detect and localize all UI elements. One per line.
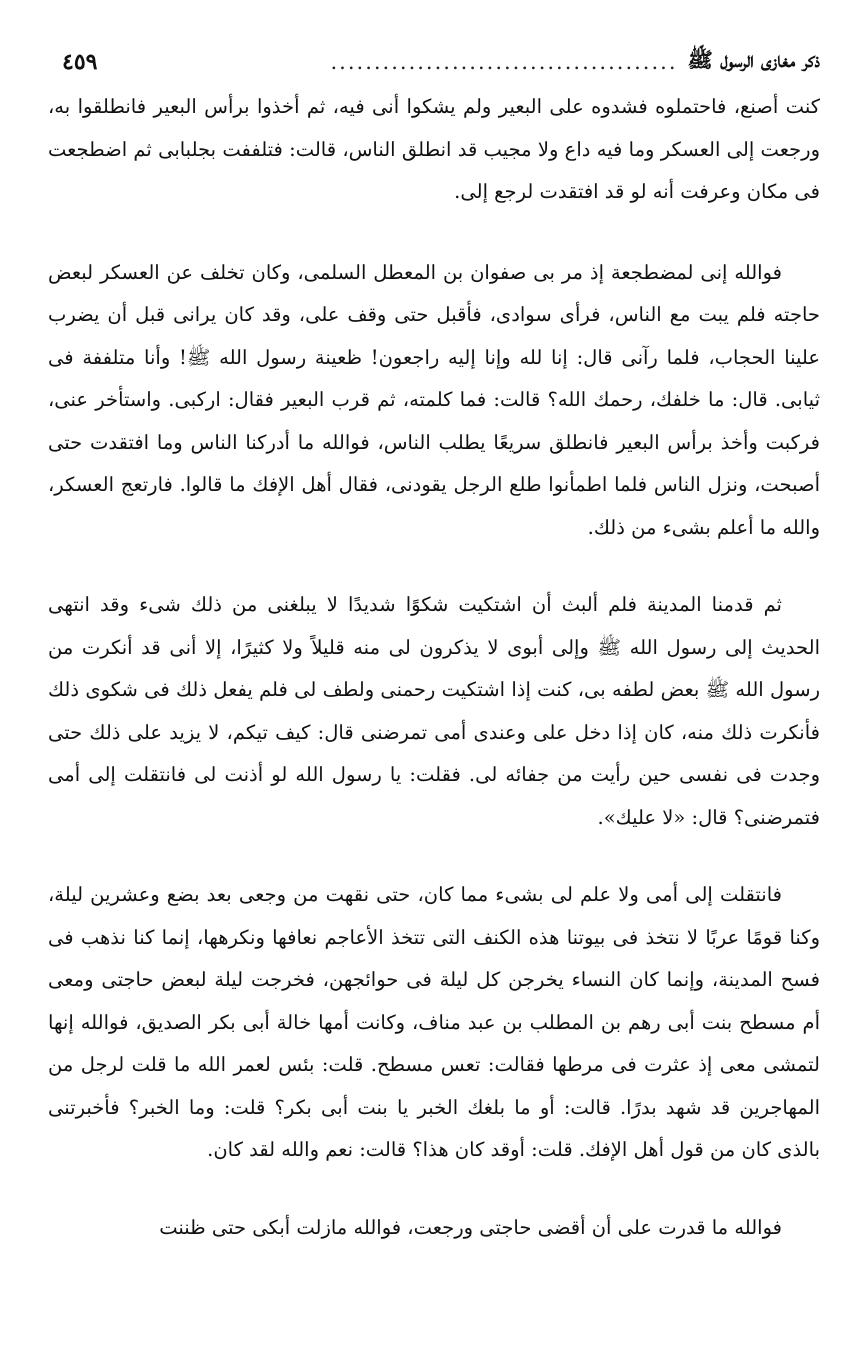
paragraph-1: كنت أصنع، فاحتملوه فشدوه على البعير ولم يشكوا أنى فيه، ثم أخذوا برأس البعير فانطلقوا به، ورجعت إلى العسكر وما فيه داع ولا مجيب قد انطلق الناس، قالت: فتلففت بجلبابى ثم اضطجعت فى مكان وعرفت أنه لو قد افتقدت لرجع إلى. <box>48 95 820 203</box>
page-number: ٤٥٩ <box>62 49 98 75</box>
paragraph-2: فوالله إنى لمضطجعة إذ مر بى صفوان بن المعطل السلمى، وكان تخلف عن العسكر لبعض حاجته فلم يبت مع الناس، فرأى سوادى، فأقبل حتى وقف على، وقد كان يرانى قبل أن يضرب علينا الحجاب، فلما رآنى قال: إنا لله وإنا إليه راجعون! ظعينة رسول الله ﷺ! وأنا متلففة فى ثيابى. قال: ما خلفك، رحمك الله؟ قالت: فما كلمته، ثم قرب البعير فقال: اركبى. واستأخر عنى، فركبت وأخذ برأس البعير فانطلق سريعًا يطلب الناس، فوالله ما أدركنا الناس وما افتقدت حتى أصبحت، ونزل الناس فلما اطمأنوا طلع الرجل يقودنى، فقال أهل الإفك ما قالوا. فارتعج العسكر، والله ما أعلم بشىء من ذلك. <box>48 260 820 539</box>
paragraph-3: ثم قدمنا المدينة فلم ألبث أن اشتكيت شكوًا شديدًا لا يبلغنى من ذلك شىء وقد انتهى الحديث إلى رسول الله ﷺ وإلى أبوى لا يذكرون لى منه قليلاً ولا كثيرًا، إلا أنى قد أنكرت من رسول الله ﷺ بعض لطفه بى، كنت إذا اشتكيت رحمنى ولطف لى فلم يفعل ذلك فى شكوى ذلك فأنكرت ذلك منه، كان إذا دخل على وعندى أمى تمرضنى قال: كيف تيكم، لا يزيد على ذلك حتى وجدت فى نفسى حين رأيت من جفائه لى. فقلت: يا رسول الله لو أذنت لى فانتقلت إلى أمى فتمرضنى؟ قال: «لا عليك». <box>48 593 820 829</box>
paragraph-4: فانتقلت إلى أمى ولا علم لى بشىء مما كان، حتى نقهت من وجعى بعد بضع وعشرين ليلة، وكنا قومًا عربًا لا نتخذ فى بيوتنا هذه الكنف التى تتخذ الأعاجم نعافها ونكرهها، إنما كنا نذهب فى فسح المدينة، وإنما كان النساء يخرجن كل ليلة فى حوائجهن، فخرجت ليلة لبعض حاجتى ومعى أم مسطح بنت أبى رهم بن المطلب بن عبد مناف، وكانت أمها خالة أبى بكر الصديق، فوالله إنها لتمشى معى إذ عثرت فى مرطها فقالت: تعس مسطح. قلت: بئس لعمر الله ما قلت لرجل من المهاجرين قد شهد بدرًا. قالت: أو ما بلغك الخبر يا بنت أبى بكر؟ قلت: وما الخبر؟ فأخبرتنى بالذى كان من قول أهل الإفك. قلت: أوقد كان هذا؟ قالت: نعم والله لقد كان. <box>48 883 820 1161</box>
body-text <box>48 86 820 1284</box>
chapter-title: ذكر مغازى الرسول ﷺ <box>687 46 820 72</box>
running-header <box>62 42 820 82</box>
paragraph-5: فوالله ما قدرت على أن أقضى حاجتى ورجعت، فوالله مازلت أبكى حتى ظننت <box>159 1215 782 1239</box>
dot-leader: ........................................ <box>330 50 678 74</box>
